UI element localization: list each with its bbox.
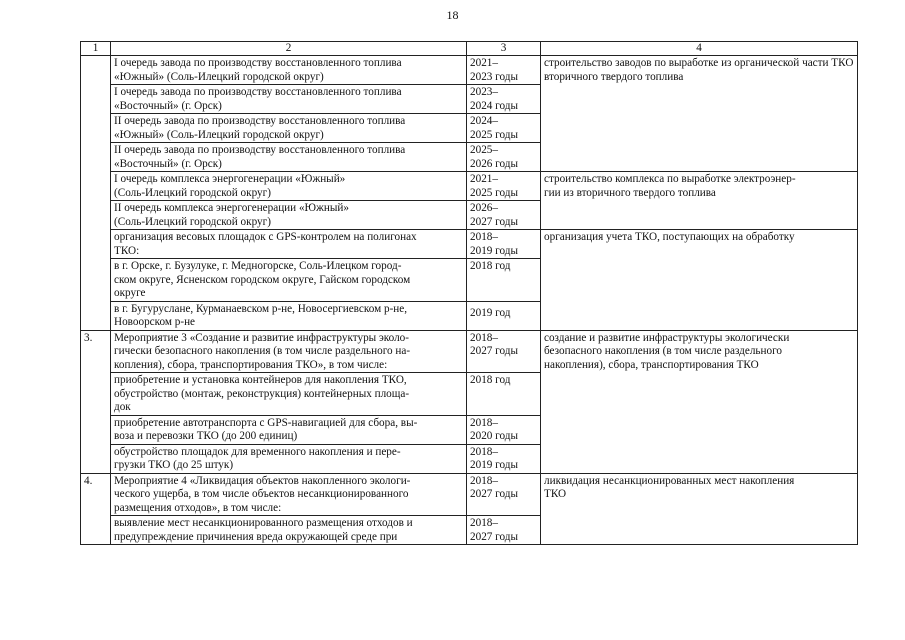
measure-text: в г. Орске, г. Бузулуке, г. Медногорске, Соль-Илецком город- ском округе, Ясненском городском округе, Гайском городском округе	[111, 259, 467, 302]
measure-period: 2018– 2027 годы	[467, 473, 541, 516]
measure-period: 2018– 2019 годы	[467, 444, 541, 473]
measure-text: Мероприятие 3 «Создание и развитие инфраструктуры эколо- гически безопасного накопления (в том числе раздельного на- копления), сбора, транспортирования ТКО», в том числе:	[111, 330, 467, 373]
measure-text: приобретение и установка контейнеров для накопления ТКО, обустройство (монтаж, реконструкция) контейнерных площа- док	[111, 373, 467, 416]
row-number: 3.	[81, 330, 111, 473]
measure-text: обустройство площадок для временного накопления и пере- грузки ТКО (до 25 штук)	[111, 444, 467, 473]
measure-period: 2025– 2026 годы	[467, 143, 541, 172]
measure-period: 2021– 2023 годы	[467, 56, 541, 85]
table-row	[81, 473, 858, 516]
measure-text: I очередь завода по производству восстановленного топлива «Восточный» (г. Орск)	[111, 85, 467, 114]
measure-period: 2018– 2020 годы	[467, 415, 541, 444]
measure-text: приобретение автотранспорта с GPS-навигацией для сбора, вы- воза и перевозки ТКО (до 200 единиц)	[111, 415, 467, 444]
measure-period: 2018– 2019 годы	[467, 230, 541, 259]
measure-result: строительство комплекса по выработке электроэнер- гии из вторичного твердого топлива	[541, 172, 858, 230]
measure-text: II очередь комплекса энергогенерации «Южный» (Соль-Илецкий городской округ)	[111, 201, 467, 230]
table-row	[81, 56, 858, 85]
measure-result: создание и развитие инфраструктуры экологически безопасного накопления (в том числе раздельного накопления), сбора, транспортирования ТКО	[541, 330, 858, 473]
measure-result: строительство заводов по выработке из органической части ТКО вторичного твердого топлива	[541, 56, 858, 172]
table-row	[81, 172, 858, 201]
page-number: 18	[446, 8, 459, 22]
row-number	[81, 56, 111, 331]
header-col-4: 4	[541, 42, 858, 56]
measure-period: 2024– 2025 годы	[467, 114, 541, 143]
measure-period: 2026– 2027 годы	[467, 201, 541, 230]
measure-period: 2018 год	[467, 259, 541, 302]
measures-table	[80, 41, 858, 545]
measure-text: II очередь завода по производству восстановленного топлива «Южный» (Соль-Илецкий городской округ)	[111, 114, 467, 143]
measure-text: II очередь завода по производству восстановленного топлива «Восточный» (г. Орск)	[111, 143, 467, 172]
measure-text: организация весовых площадок с GPS-контролем на полигонах ТКО:	[111, 230, 467, 259]
measure-period: 2021– 2025 годы	[467, 172, 541, 201]
measure-text: I очередь завода по производству восстановленного топлива «Южный» (Соль-Илецкий городской округ)	[111, 56, 467, 85]
header-col-2: 2	[111, 42, 467, 56]
measure-period: 2018– 2027 годы	[467, 330, 541, 373]
table-row	[81, 330, 858, 373]
measure-period: 2023– 2024 годы	[467, 85, 541, 114]
table-header-row	[81, 42, 858, 56]
measure-period: 2018 год	[467, 373, 541, 416]
header-col-1: 1	[81, 42, 111, 56]
row-number: 4.	[81, 473, 111, 545]
measure-text: Мероприятие 4 «Ликвидация объектов накопленного экологи- ческого ущерба, в том числе объектов несанкционированного размещения отходов», в том числе:	[111, 473, 467, 516]
measure-text: в г. Бугуруслане, Курманаевском р-не, Новосергиевском р-не, Новоорском р-не	[111, 301, 467, 330]
measure-text: выявление мест несанкционированного размещения отходов и предупреждение причинения вреда окружающей среде при	[111, 516, 467, 545]
measure-period: 2019 год	[467, 301, 541, 330]
table-row	[81, 230, 858, 259]
measure-period: 2018– 2027 годы	[467, 516, 541, 545]
measure-result: ликвидация несанкционированных мест накопления ТКО	[541, 473, 858, 545]
measure-text: I очередь комплекса энергогенерации «Южный» (Соль-Илецкий городской округ)	[111, 172, 467, 201]
header-col-3: 3	[467, 42, 541, 56]
measure-result: организация учета ТКО, поступающих на обработку	[541, 230, 858, 331]
